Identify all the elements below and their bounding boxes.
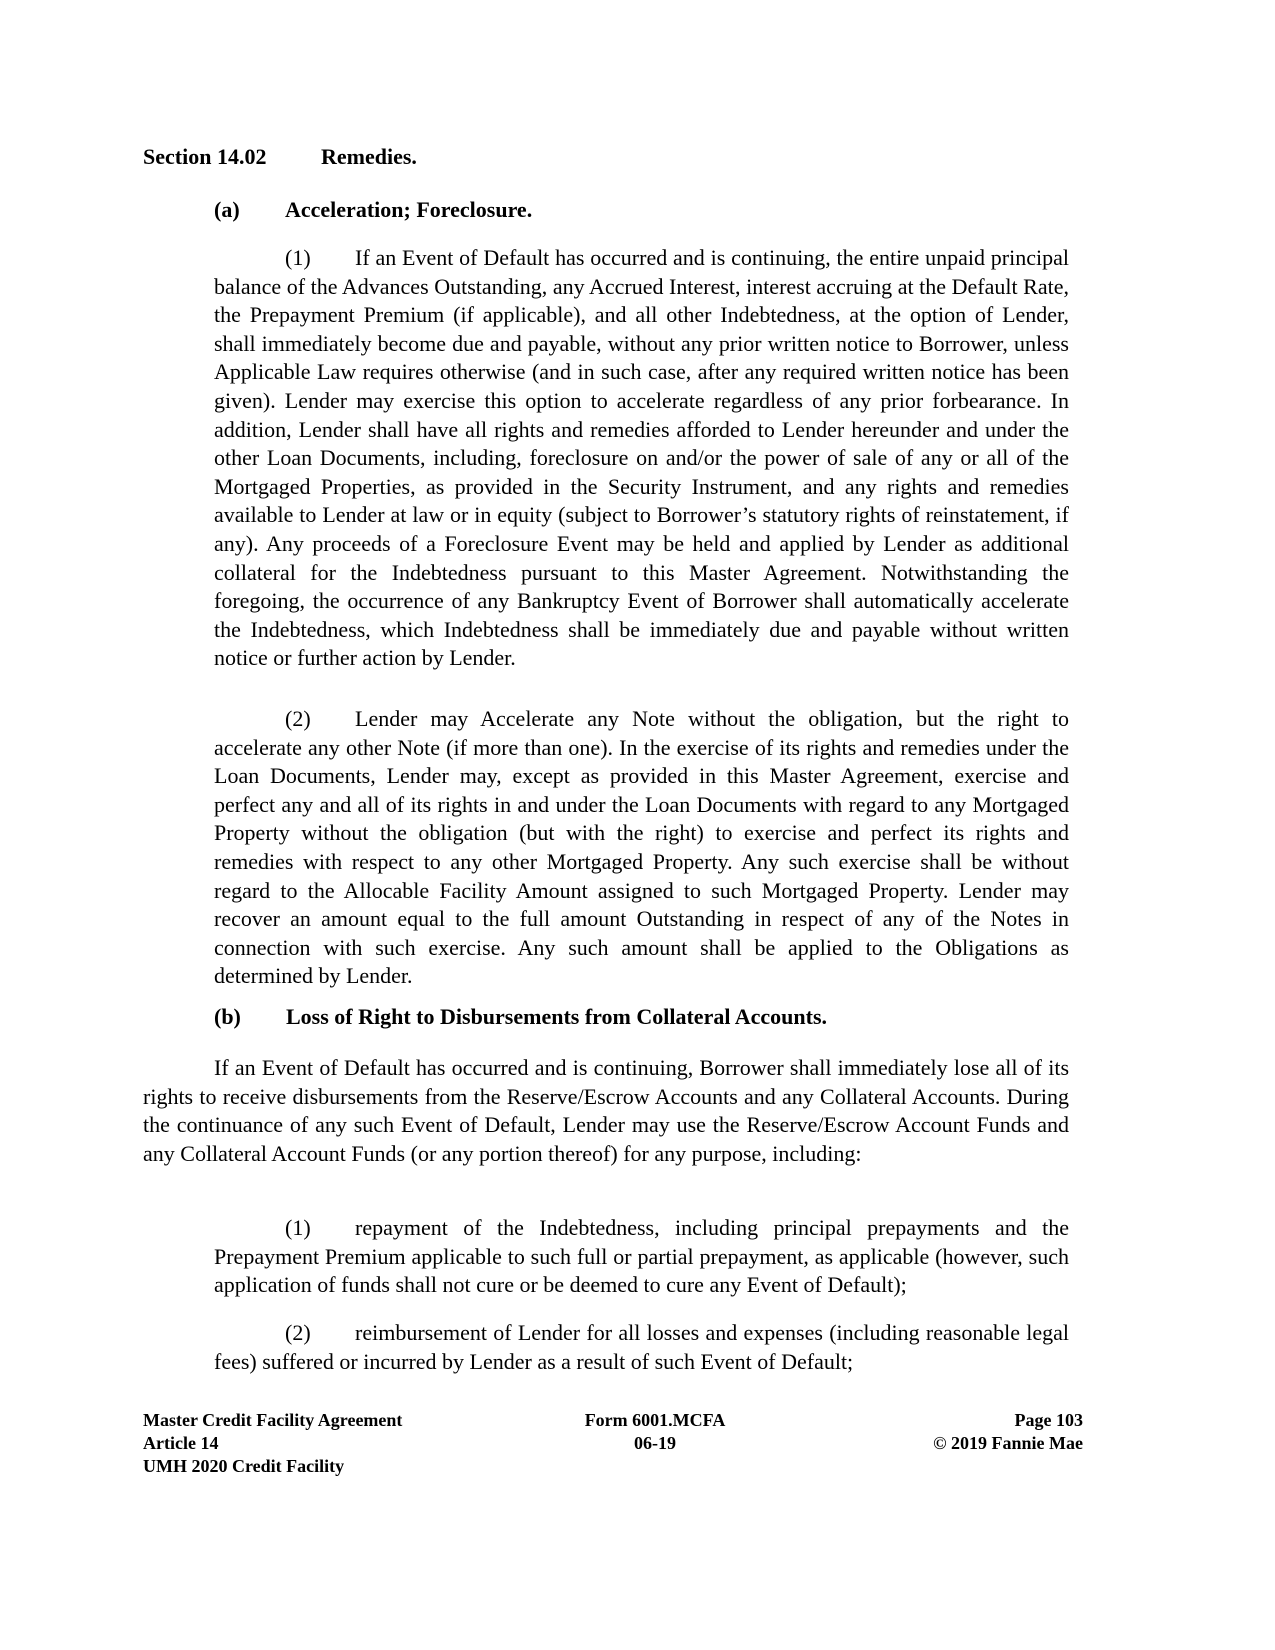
footer-page-number: Page 103 bbox=[1014, 1410, 1083, 1430]
subsection-a-label: (a) bbox=[214, 197, 240, 222]
item-text: reimbursement of Lender for all losses and expenses (including reasonable legal fees) suffered or incurred by Lender as a result of such Event of Default; bbox=[214, 1320, 1069, 1374]
subsection-a-paragraph-2 bbox=[214, 705, 1069, 991]
footer-article: Article 14 bbox=[143, 1433, 219, 1453]
subsection-b-item-2 bbox=[214, 1319, 1069, 1376]
footer-facility-name: UMH 2020 Credit Facility bbox=[143, 1456, 345, 1476]
item-number: (2) bbox=[285, 1320, 311, 1345]
footer-form-date: 06-19 bbox=[634, 1433, 676, 1453]
footer-center bbox=[540, 1409, 770, 1455]
subsection-b-item-1 bbox=[214, 1214, 1069, 1300]
paragraph-text: If an Event of Default has occurred and is continuing, the entire unpaid principal balance of the Advances Outstanding, any Accrued Interest, interest accruing at the Default Rate, the Prepayment Premium (if applicable), and all other Indebtedness, at the option of Lender, shall immediately become due and payable, without any prior written notice to Borrower, unless Applicable Law requires otherwise (and in such case, after any required written notice has been given). Lender may exercise this option to accelerate regardless of any prior forbearance. In addition, Lender shall have all rights and remedies afforded to Lender hereunder and under the other Loan Documents, including, foreclosure on and/or the power of sale of any or all of the Mortgaged Properties, as provided in the Security Instrument, and any rights and remedies available to Lender at law or in equity (subject to Borrower’s statutory rights of reinstatement, if any). Any proceeds of a Foreclosure Event may be held and applied by Lender as additional collateral for the Indebtedness pursuant to this Master Agreement. Notwithstanding the foregoing, the occurrence of any Bankruptcy Event of Borrower shall automatically accelerate the Indebtedness, which Indebtedness shall be immediately due and payable without written notice or further action by Lender. bbox=[214, 245, 1069, 671]
item-number: (1) bbox=[285, 1215, 311, 1240]
paragraph-text: Lender may Accelerate any Note without the obligation, but the right to accelerate any other Note (if more than one). In the exercise of its rights and remedies under the Loan Documents, Lender may, except as provided in this Master Agreement, exercise and perfect any and all of its rights in and under the Loan Documents with regard to any Mortgaged Property without the obligation (but with the right) to exercise and perfect its rights and remedies with respect to any other Mortgaged Property. Any such exercise shall be without regard to the Allocable Facility Amount assigned to such Mortgaged Property. Lender may recover an amount equal to the full amount Outstanding in respect of any of the Notes in connection with such exercise. Any such amount shall be applied to the Obligations as determined by Lender. bbox=[214, 706, 1069, 989]
subsection-a-paragraph-1 bbox=[214, 244, 1069, 673]
footer-form-number: Form 6001.MCFA bbox=[584, 1410, 726, 1430]
paragraph-number: (2) bbox=[285, 706, 311, 731]
paragraph-number: (1) bbox=[285, 245, 311, 270]
subsection-a-title: Acceleration; Foreclosure. bbox=[285, 197, 533, 222]
subsection-a-heading bbox=[214, 196, 532, 224]
subsection-b-label: (b) bbox=[214, 1004, 241, 1029]
paragraph-text: If an Event of Default has occurred and is continuing, Borrower shall immediately lose all of its rights to receive disbursements from the Reserve/Escrow Accounts and any Collateral Accounts. During the continuance of any such Event of Default, Lender may use the Reserve/Escrow Account Funds and any Collateral Account Funds (or any portion thereof) for any purpose, including: bbox=[143, 1055, 1069, 1166]
subsection-b-title: Loss of Right to Disbursements from Collateral Accounts. bbox=[286, 1004, 828, 1029]
item-text: repayment of the Indebtedness, including principal prepayments and the Prepayment Premium applicable to such full or partial prepayment, as applicable (however, such application of funds shall not cure or be deemed to cure any Event of Default); bbox=[214, 1215, 1069, 1298]
subsection-b-intro bbox=[143, 1054, 1069, 1168]
subsection-b-heading bbox=[214, 1003, 827, 1031]
footer-agreement-name: Master Credit Facility Agreement bbox=[143, 1410, 403, 1430]
footer-copyright: © 2019 Fannie Mae bbox=[933, 1433, 1083, 1453]
footer-right bbox=[880, 1409, 1083, 1455]
section-number: Section 14.02 bbox=[143, 144, 267, 169]
footer-left bbox=[143, 1409, 402, 1478]
section-title: Remedies. bbox=[321, 144, 417, 169]
section-heading bbox=[143, 143, 417, 171]
